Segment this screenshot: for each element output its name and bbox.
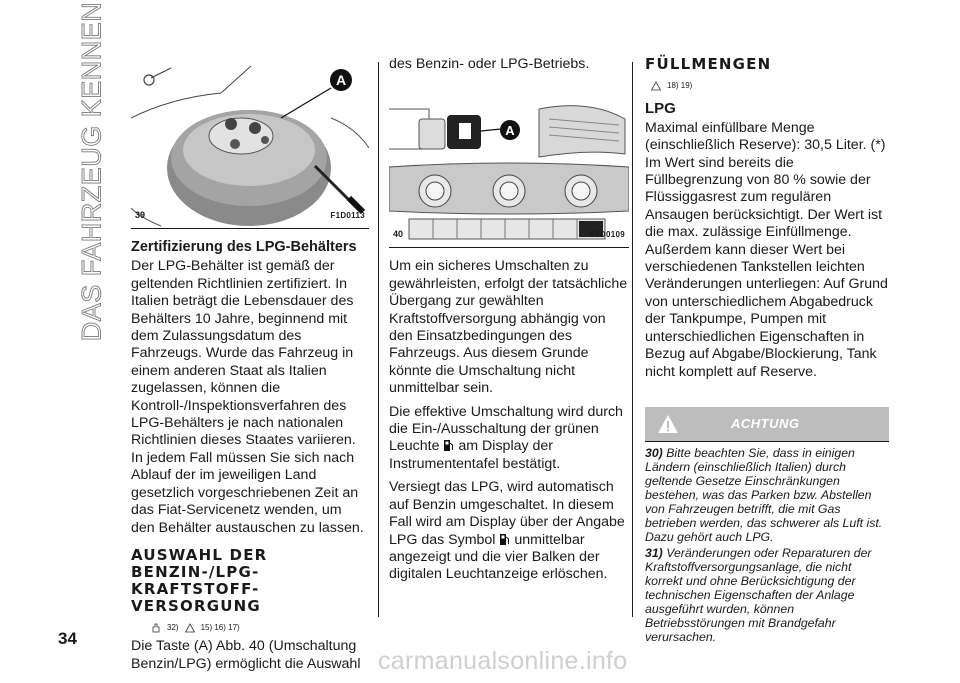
svg-text:A: A <box>505 123 515 139</box>
green-light-text-a: Die effektive Umschaltung wird durch die Ein-/Ausschaltung der grünen Leuchte <box>389 403 623 455</box>
lpg-tank-illustration <box>131 58 369 228</box>
fuel-selection-paragraph: Die Taste (A) Abb. 40 (Umschaltung Benzin/LPG) ermöglicht die Auswahl <box>131 638 361 672</box>
figure-39 <box>131 58 369 229</box>
lpg-empty-text-a: Versiegt das LPG, wird automatisch auf Benzin umgeschaltet. In diesem Fall wird am Display über der Angabe LPG das Symbol <box>389 479 625 548</box>
capacities-title: FÜLLMENGEN <box>645 55 772 73</box>
column-3 <box>645 56 889 646</box>
column-1 <box>131 58 369 679</box>
chapter-title-text: DAS FAHRZEUG KENNEN <box>76 1 107 341</box>
figure-40 <box>389 79 629 248</box>
figure-code: F1D0109 <box>589 230 625 239</box>
warning-30-text: Bitte beachten Sie, dass in einigen Ländern (einschließlich Italien) durch geltende Gesetze Einschränkungen bestehen, was das Parken bzw. Abstellen von Fahrzeugen betrifft, die mit Gas betrieben werden, das schwerer als Luft ist. Dazu gehört auch LPG. <box>645 445 883 544</box>
figure-number: 39 <box>135 209 146 220</box>
figure-number: 40 <box>393 229 404 239</box>
column-divider-1 <box>378 62 379 617</box>
svg-text:A: A <box>335 72 347 88</box>
warning-31 <box>645 546 889 644</box>
lpg-empty-text-b: unmittelbar angezeigt und die vier Balken der digitalen Leuchtanzeige erlöschen. <box>389 531 608 583</box>
warning-30-number: 30) <box>645 445 663 460</box>
warning-triangle-icon <box>657 413 679 435</box>
dashboard-switch-illustration <box>389 79 629 247</box>
fuel-pump-icon <box>499 533 510 546</box>
reference-b: 15) 16) 17) <box>200 622 240 632</box>
switching-paragraph: Um ein sicheres Umschalten zu gewährleisten, erfolgt der tatsächliche Übergang zur gewählten Kraftstoffversorgung abhängig von den Einsatzbedingungen des Fahrzeugs. Aus diesem Grunde könnte die Umschaltung nicht unmittelbar sein. <box>389 258 628 397</box>
certification-paragraph: Der LPG-Behälter ist gemäß der geltenden Richtlinien zertifiziert. In Italien beträgt die Lebensdauer des Behälters 10 Jahre, beginnend mit dem Zulassungsdatum des Fahrzeugs. Wurde das Fahrzeug in einem anderen Staat als Italien zugelassen, können die Kontroll-/Inspektionsverfahren des LPG-Behälters je nach nationalen Richtlinien dieses Staates variieren. In jedem Fall müssen Sie sich nach Ablauf der im jeweiligen Land gesetzlich vorgeschriebenen Zeit an das Fiat-Servicenetz wenden, um den Behälter austauschen zu lassen. <box>131 258 364 536</box>
green-light-paragraph <box>389 404 629 474</box>
column-divider-2 <box>632 62 633 617</box>
warning-triangle-icon <box>651 81 661 91</box>
fuel-pump-icon <box>443 439 454 452</box>
figure-code: F1D0113 <box>330 210 365 220</box>
chapter-side-title <box>72 1 112 341</box>
warning-31-text: Veränderungen oder Reparaturen der Kraftstoffversorgungsanlage, die nicht korrekt und ohne Berücksichtigung der technischen Eigenschaften der Anlage ausgeführt wurden, können Betriebsstörungen mit Brandgefahr verursachen. <box>645 545 872 644</box>
capacity-paragraph: Maximal einfüllbare Menge (einschließlich Reserve): 30,5 Liter. (*) Im Wert sind bereits die Füllbegrenzung von 80 % sowie der Flüssiggasrest zum regulären Ansaugen berücksichtigt. Der Wert ist die max. zulässige Einfüllmenge. Außerdem kann dieser Wert bei verschiedenen Tankstellen leichten Veränderungen unterliegen: Auf Grund von unterschiedlichem Abgabedruck der Tankpumpe, Pumpen mit unterschiedlichen Eigenschaften in Bezug auf Abgabe/Blockierung, Tank nicht komplett auf Reserve. <box>645 119 888 380</box>
lpg-empty-paragraph <box>389 479 629 583</box>
warning-label: ACHTUNG <box>731 416 800 432</box>
reference-a: 32) <box>167 622 179 632</box>
reference-c: 18) 19) <box>667 81 693 90</box>
lpg-heading: LPG <box>645 100 676 118</box>
warning-31-number: 31) <box>645 545 663 560</box>
column-2-intro: des Benzin- oder LPG-Betriebs. <box>389 56 590 72</box>
warning-body <box>645 441 889 644</box>
warning-triangle-icon <box>185 623 195 633</box>
warning-30 <box>645 446 889 544</box>
column-2 <box>389 56 629 590</box>
reference-notes <box>651 77 889 94</box>
warning-header <box>645 407 889 441</box>
hand-warning-icon <box>151 623 161 633</box>
reference-notes <box>151 619 369 636</box>
page-number: 34 <box>58 629 77 648</box>
green-light-text-b: am Display der Instrumententafel bestätigt. <box>389 438 561 472</box>
fuel-selection-title: AUSWAHL DER BENZIN-/LPG-KRAFTSTOFF-VERSORGUNG <box>131 545 268 615</box>
certification-heading: Zertifizierung des LPG-Behälters <box>131 239 357 255</box>
watermark: carmanualsonline.info <box>378 647 628 675</box>
